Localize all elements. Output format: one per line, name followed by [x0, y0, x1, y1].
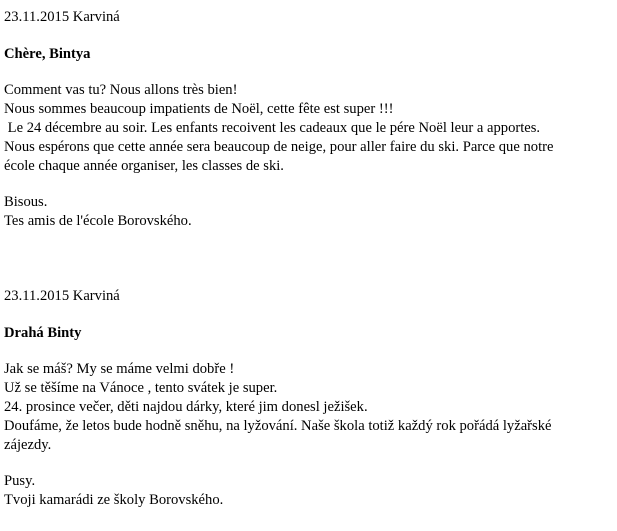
- letter-signature: Tvoji kamarádi ze školy Borovského.: [4, 492, 224, 508]
- letter-closing: Bisous.: [4, 194, 48, 210]
- letter-czech: [4, 287, 612, 510]
- letter-line: école chaque année organiser, les classes de ski.: [4, 158, 284, 174]
- letter-signature: Tes amis de l'école Borovského.: [4, 213, 192, 229]
- letter-date: 23.11.2015 Karviná: [4, 288, 120, 304]
- letter-line: 24. prosince večer, děti najdou dárky, které jim donesl ježišek.: [4, 399, 368, 415]
- letter-body: [4, 360, 612, 455]
- letter-french: [4, 8, 612, 231]
- letter-line: Už se těšíme na Vánoce , tento svátek je super.: [4, 380, 278, 396]
- letter-line: Doufáme, že letos bude hodně sněhu, na lyžování. Naše škola totiž každý rok pořádá lyžařské: [4, 418, 552, 434]
- letter-line: Comment vas tu? Nous allons très bien!: [4, 82, 238, 98]
- letter-line: zájezdy.: [4, 437, 52, 453]
- letter-line: Le 24 décembre au soir. Les enfants recoivent les cadeaux que le pére Noël leur a apportes.: [4, 120, 541, 136]
- letter-body: [4, 81, 612, 176]
- letter-line: Nous espérons que cette année sera beaucoup de neige, pour aller faire du ski. Parce que notre: [4, 139, 554, 155]
- letter-greeting: Chère, Bintya: [4, 46, 91, 62]
- letter-line: Jak se máš? My se máme velmi dobře !: [4, 361, 235, 377]
- letter-date: 23.11.2015 Karviná: [4, 9, 120, 25]
- letter-greeting: Drahá Binty: [4, 325, 82, 341]
- letter-line: Nous sommes beaucoup impatients de Noël, cette fête est super !!!: [4, 101, 394, 117]
- letter-closing: Pusy.: [4, 473, 36, 489]
